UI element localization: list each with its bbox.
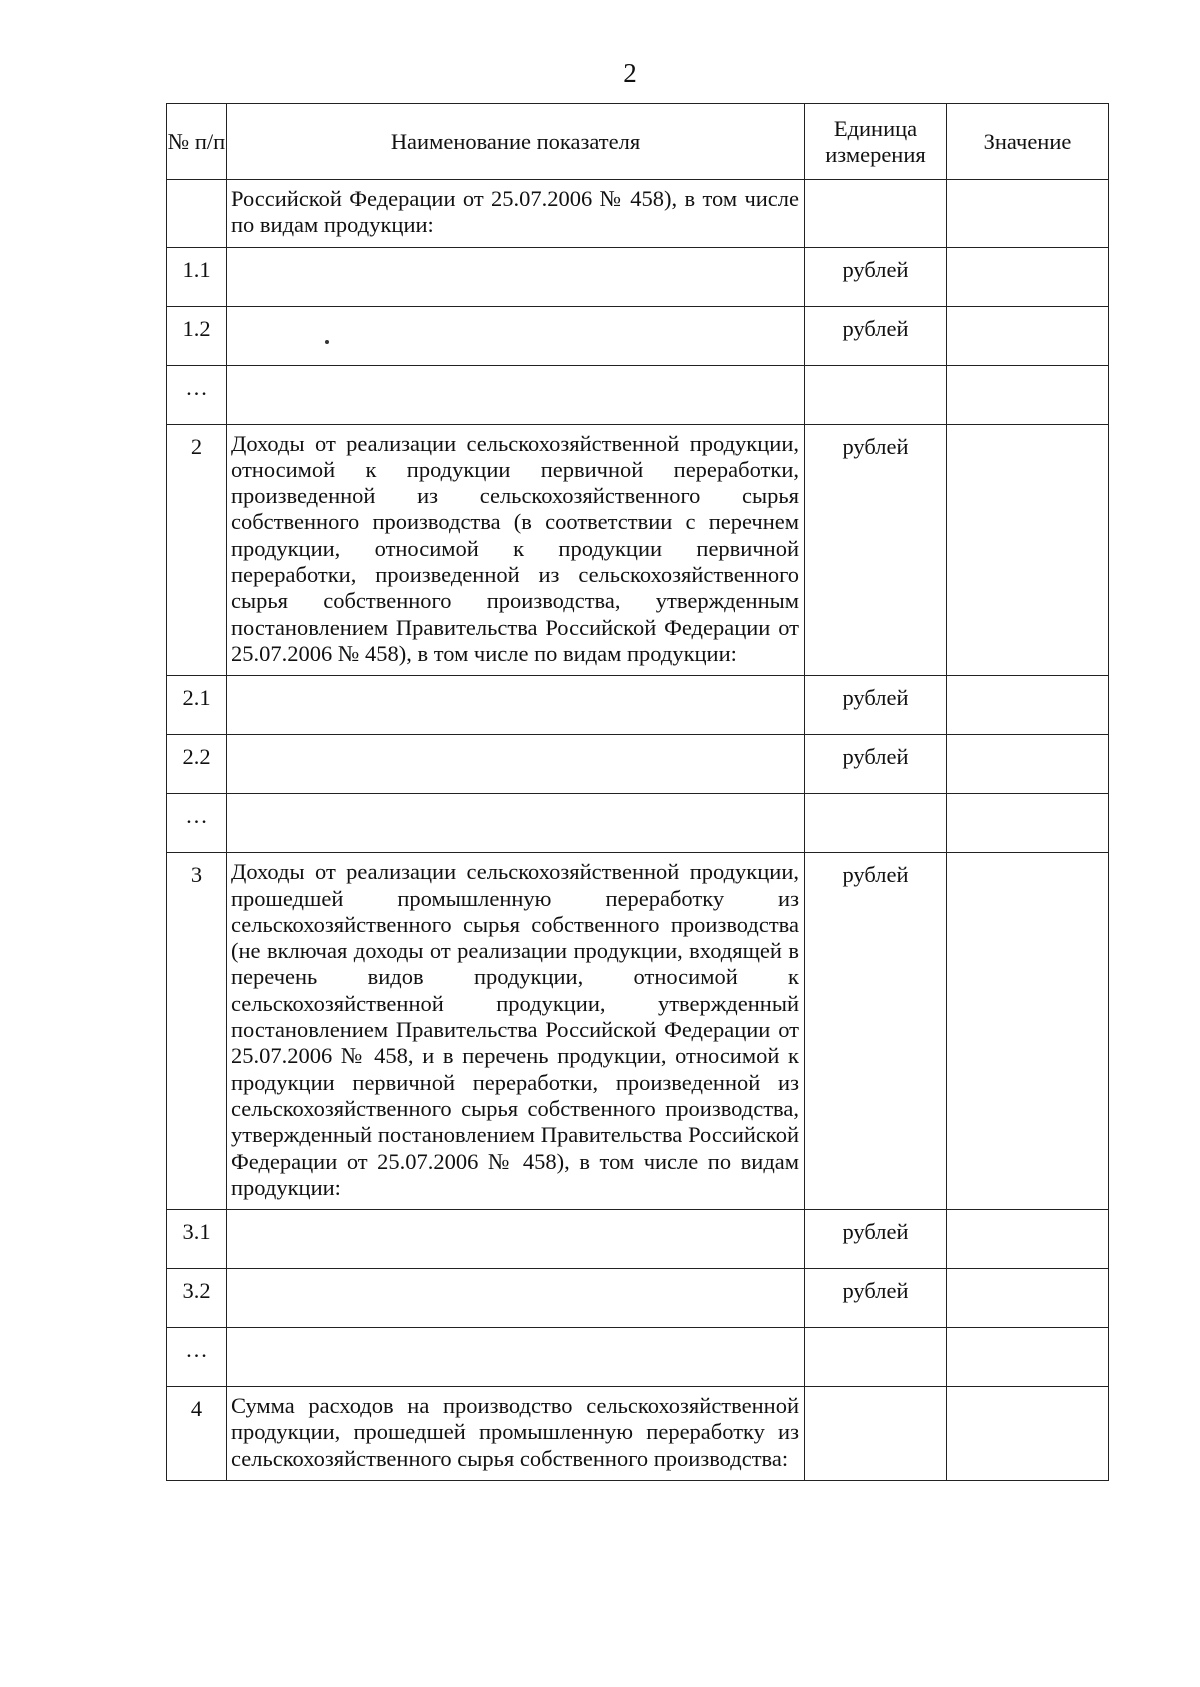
row-name — [227, 306, 805, 365]
table-row — [167, 735, 1109, 794]
row-value — [947, 794, 1109, 853]
row-value — [947, 1210, 1109, 1269]
header-name — [227, 104, 805, 180]
row-name — [227, 735, 805, 794]
row-name: Российской Федерации от 25.07.2006 № 458), в том числе по видам продукции: — [227, 180, 805, 248]
row-number: … — [167, 1328, 227, 1387]
row-unit — [805, 180, 947, 248]
row-unit: рублей — [805, 306, 947, 365]
table-row — [167, 365, 1109, 424]
row-value — [947, 247, 1109, 306]
row-name — [227, 365, 805, 424]
table-row — [167, 306, 1109, 365]
header-number-text: № п/п — [167, 128, 226, 154]
row-unit — [805, 365, 947, 424]
table-row — [167, 247, 1109, 306]
row-name — [227, 676, 805, 735]
row-value — [947, 424, 1109, 676]
row-name: Доходы от реализации сельскохозяйственной продукции, относимой к продукции первичной переработки, произведенной из сельскохозяйственного сырья собственного производства (в соответствии с перечнем продукции, относимой к продукции первичной переработки, произведенной из сельскохозяйственного сырья собственного производства, утвержденным постановлением Правительства Российской Федерации от 25.07.2006 № 458), в том числе по видам продукции: — [227, 424, 805, 676]
row-value — [947, 735, 1109, 794]
header-value-text: Значение — [983, 128, 1072, 154]
row-value — [947, 853, 1109, 1210]
row-number: 1.2 — [167, 306, 227, 365]
row-number: 2.2 — [167, 735, 227, 794]
table-row — [167, 180, 1109, 248]
row-value — [947, 676, 1109, 735]
table-row — [167, 1269, 1109, 1328]
row-name — [227, 247, 805, 306]
header-name-text: Наименование показателя — [390, 128, 641, 154]
row-number: 3 — [167, 853, 227, 1210]
header-number — [167, 104, 227, 180]
row-number — [167, 180, 227, 248]
row-unit: рублей — [805, 247, 947, 306]
row-unit: рублей — [805, 676, 947, 735]
row-number: … — [167, 794, 227, 853]
header-unit — [805, 104, 947, 180]
table-row — [167, 853, 1109, 1210]
table-row — [167, 1328, 1109, 1387]
row-name: Доходы от реализации сельскохозяйственной продукции, прошедшей промышленную переработку из сельскохозяйственного сырья собственного производства (не включая доходы от реализации продукции, входящей в перечень видов продукции, относимой к сельскохозяйственной продукции, утвержденный постановлением Правительства Российской Федерации от 25.07.2006 № 458, и в перечень продукции, относимой к продукции первичной переработки, произведенной из сельскохозяйственного сырья собственного производства, утвержденный постановлением Правительства Российской Федерации от 25.07.2006 № 458), в том числе по видам продукции: — [227, 853, 805, 1210]
row-number: 1.1 — [167, 247, 227, 306]
row-name — [227, 1328, 805, 1387]
row-unit: рублей — [805, 1210, 947, 1269]
table-row — [167, 1210, 1109, 1269]
row-value — [947, 1269, 1109, 1328]
row-name — [227, 1210, 805, 1269]
row-name — [227, 1269, 805, 1328]
scan-dot-mark — [325, 340, 329, 344]
header-value — [947, 104, 1109, 180]
row-number: 2.1 — [167, 676, 227, 735]
table-row — [167, 794, 1109, 853]
row-unit: рублей — [805, 1269, 947, 1328]
row-name: Сумма расходов на производство сельскохозяйственной продукции, прошедшей промышленную переработку из сельскохозяйственного сырья собственного производства: — [227, 1387, 805, 1481]
row-value — [947, 180, 1109, 248]
indicators-table — [166, 103, 1109, 1481]
row-unit — [805, 1328, 947, 1387]
table-header-row — [167, 104, 1109, 180]
header-unit-text: Единица измерения — [825, 115, 926, 167]
row-name — [227, 794, 805, 853]
row-number: … — [167, 365, 227, 424]
row-value — [947, 365, 1109, 424]
row-unit — [805, 1387, 947, 1481]
row-number: 4 — [167, 1387, 227, 1481]
row-number: 2 — [167, 424, 227, 676]
row-unit — [805, 794, 947, 853]
row-number: 3.2 — [167, 1269, 227, 1328]
table-row — [167, 1387, 1109, 1481]
table-row — [167, 424, 1109, 676]
table-row — [167, 676, 1109, 735]
row-value — [947, 306, 1109, 365]
row-value — [947, 1387, 1109, 1481]
row-unit: рублей — [805, 735, 947, 794]
row-number: 3.1 — [167, 1210, 227, 1269]
row-value — [947, 1328, 1109, 1387]
row-unit: рублей — [805, 853, 947, 1210]
page-number: 2 — [623, 58, 637, 88]
row-unit: рублей — [805, 424, 947, 676]
